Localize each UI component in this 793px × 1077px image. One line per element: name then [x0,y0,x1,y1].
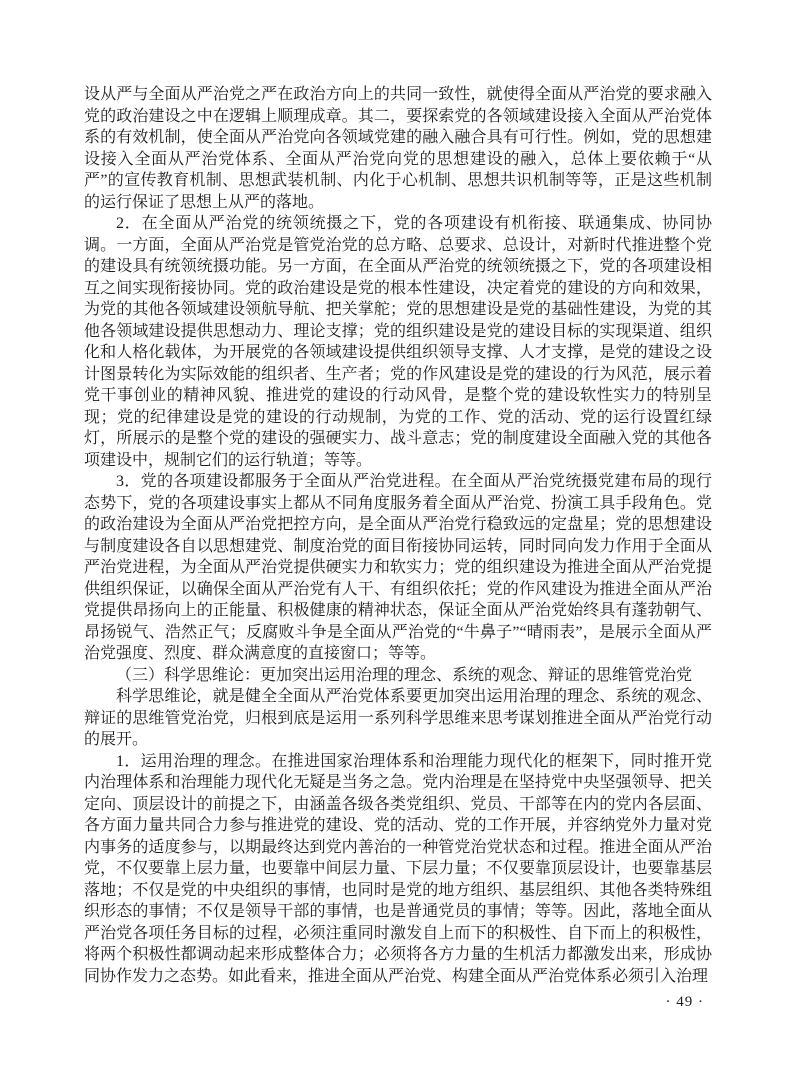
page-text-block [84,84,712,987]
paragraph-section-intro: 科学思维论，就是健全全面从严治党体系要更加突出运用治理的理念、系统的观念、辩证的思维管党治党，归根到底是运用一系列科学思维来思考谋划推进全面从严治党行动的展开。 [84,688,712,748]
paragraph-point-2: 2．在全面从严治党的统领统摄之下，党的各项建设有机衔接、联通集成、协同协调。一方面，全面从严治党是管党治党的总方略、总要求、总设计，对新时代推进整个党的建设具有统领统摄功能。另一方面，在全面从严治党的统领统摄之下，党的各项建设相互之间实现衔接协同。党的政治建设是党的根本性建设，决定着党的建设的方向和效果，为党的其他各领域建设领航导航、把关掌舵；党的思想建设是党的基础性建设，为党的其他各领域建设提供思想动力、理论支撑；党的组织建设是党的建设目标的实现渠道、组织化和人格化载体，为开展党的各领域建设提供组织领导支撑、人才支撑，是党的建设之设计图景转化为实际效能的组织者、生产者；党的作风建设是党的建设的行为风范，展示着党干事创业的精神风貌、推进党的建设的行动风骨，是整个党的建设软性实力的特别呈现；党的纪律建设是党的建设的行动规制，为党的工作、党的活动、党的运行设置红绿灯，所展示的是整个党的建设的强硬实力、战斗意志；党的制度建设全面融入党的其他各项建设中，规制它们的运行轨道；等等。 [84,215,712,469]
section-heading: （三）科学思维论：更加突出运用治理的理念、系统的观念、辩证的思维管党治党 [116,666,693,684]
paragraph-continuation: 设从严与全面从严治党之严在政治方向上的共同一致性，就使得全面从严治党的要求融入党的政治建设之中在逻辑上顺理成章。其二，要探索党的各领域建设接入全面从严治党体系的有效机制，使全面从严治党向各领域党建的融入融合具有可行性。例如，党的思想建设接入全面从严治党体系、全面从严治党向党的思想建设的融入，总体上要依赖于“从严”的宣传教育机制、思想武装机制、内化于心机制、思想共识机制等等，正是这些机制的运行保证了思想上从严的落地。 [84,86,712,211]
paragraph-point-1: 1．运用治理的理念。在推进国家治理体系和治理能力现代化的框架下，同时推开党内治理体系和治理能力现代化无疑是当务之急。党内治理是在坚持党中央坚强领导、把关定向、顶层设计的前提之下，由涵盖各级各类党组织、党员、干部等在内的党内各层面、各方面力量共同合力参与推进党的建设、党的活动、党的工作开展，并容纳党外力量对党内事务的适度参与，以期最终达到党内善治的一种管党治党状态和过程。推进全面从严治党，不仅要靠上层力量，也要靠中间层力量、下层力量；不仅要靠顶层设计，也要靠基层落地；不仅是党的中央组织的事情，也同时是党的地方组织、基层组织、其他各类特殊组织形态的事情；不仅是领导干部的事情，也是普通党员的事情；等等。因此，落地全面从严治党各项任务目标的过程，必须注重同时激发自上而下的积极性、自下而上的积极性，将两个积极性都调动起来形成整体合力；必须将各方力量的生机活力都激发出来，形成协同协作发力之态势。如此看来，推进全面从严治党、构建全面从严治党体系必须引入治理 [84,752,712,985]
paragraph-point-3: 3．党的各项建设都服务于全面从严治党进程。在全面从严治党统摄党建布局的现行态势下，党的各项建设事实上都从不同角度服务着全面从严治党、扮演工具手段角色。党的政治建设为全面从严治党把控方向，是全面从严治党行稳致远的定盘星；党的思想建设与制度建设各自以思想建党、制度治党的面目衔接协同运转，同时同向发力作用于全面从严治党进程，为全面从严治党提供硬实力和软实力；党的组织建设为推进全面从严治党提供组织保证，以确保全面从严治党有人干、有组织依托；党的作风建设为推进全面从严治党提供昂扬向上的正能量、积极健康的精神状态，保证全面从严治党始终具有蓬勃朝气、昂扬锐气、浩然正气；反腐败斗争是全面从严治党的“牛鼻子”“晴雨表”，是展示全面从严治党强度、烈度、群众满意度的直接窗口；等等。 [84,473,712,662]
page-number: · 49 · [665,994,704,1010]
